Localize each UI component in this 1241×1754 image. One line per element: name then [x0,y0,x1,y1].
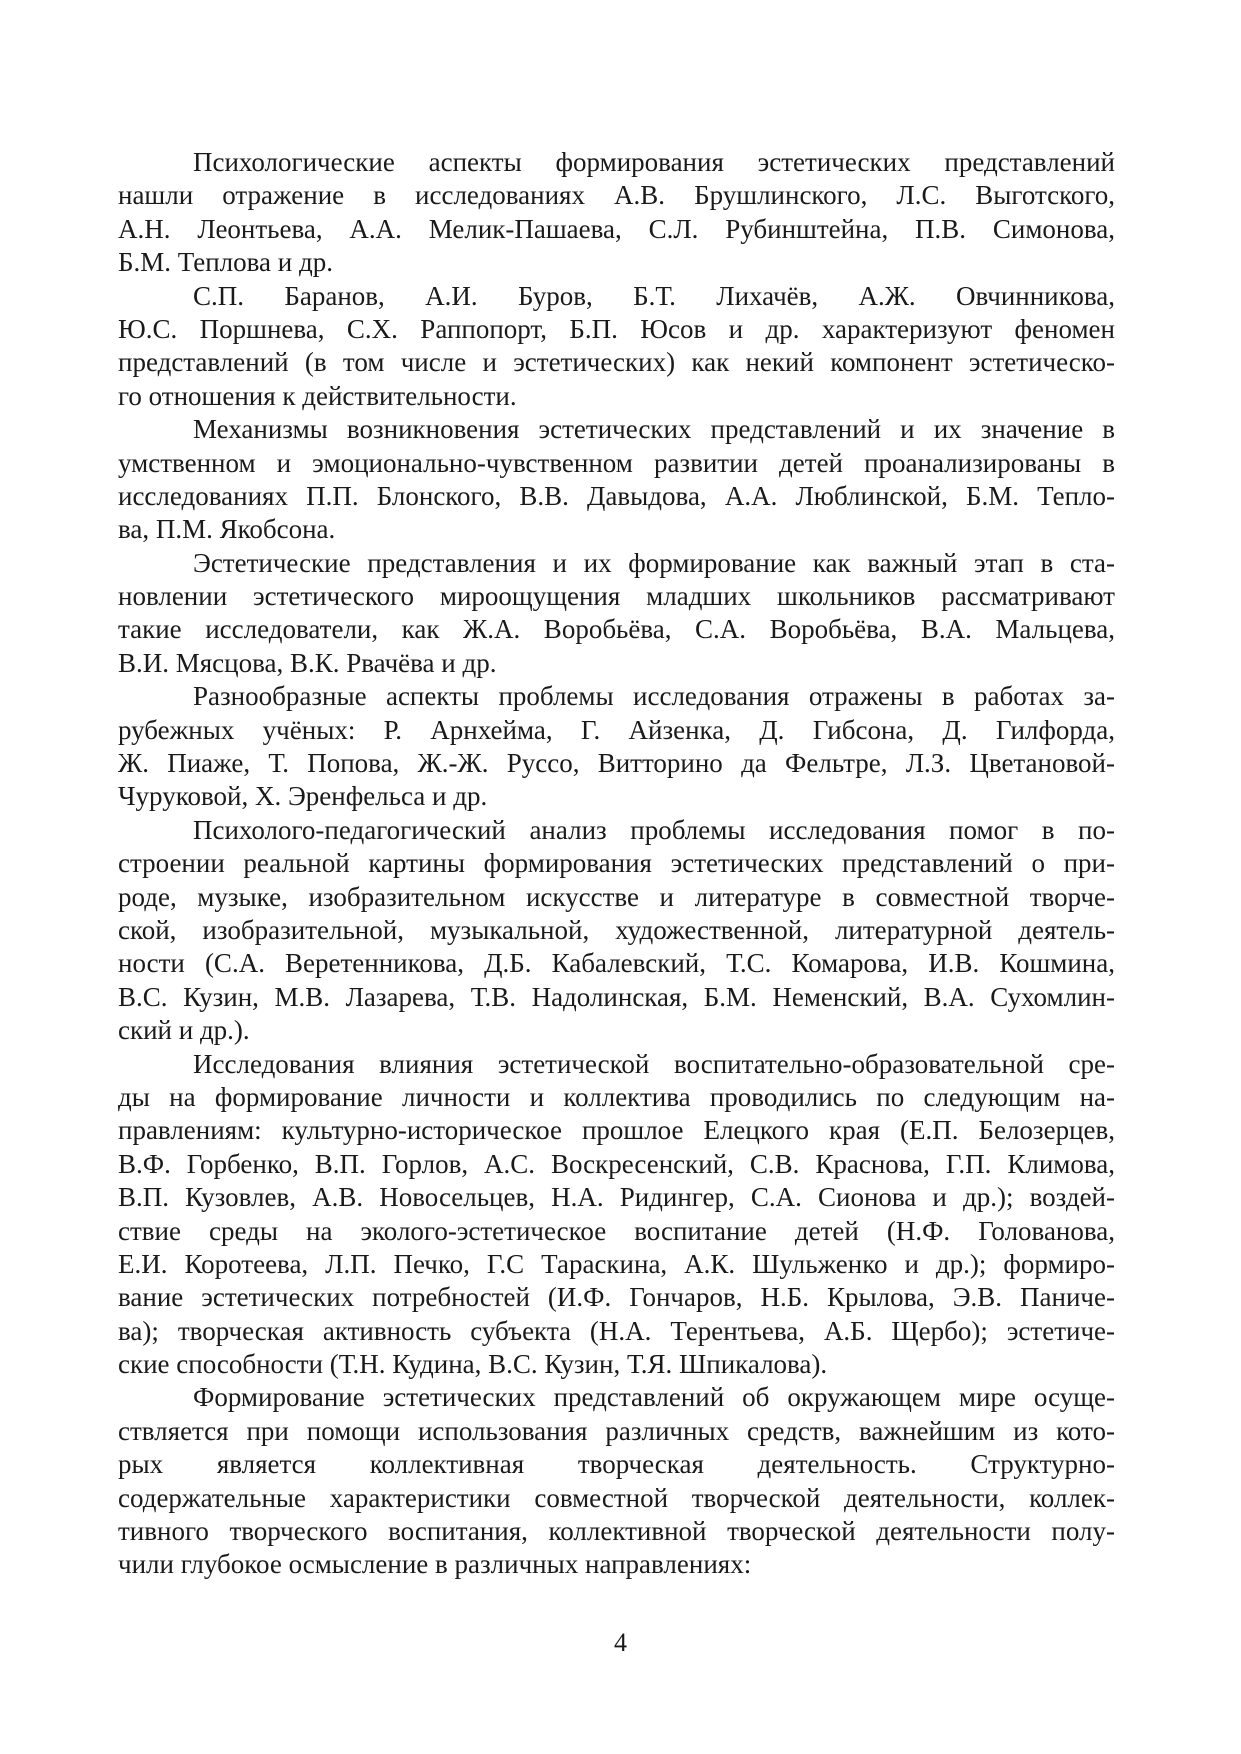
page-number: 4 [614,1628,627,1657]
paragraph-line: Механизмы возникновения эстетических представлений и их значение в [193,414,1115,445]
paragraph-line: Ж. Пиаже, Т. Попова, Ж.-Ж. Руссо, Витторино да Фельтре, Л.З. Цветановой- [118,748,1115,779]
paragraph-1 [118,146,1115,280]
paragraph-line: содержательные характеристики совместной творческой деятельности, коллек- [118,1482,1115,1513]
paragraph-line: В.И. Мясцова, В.К. Рвачёва и др. [118,647,497,678]
paragraph-line: Эстетические представления и их формирование как важный этап в ста- [193,547,1115,578]
paragraph-line: ствляется при помощи использования различных средств, важнейшим из кото- [118,1415,1115,1446]
paragraph-line: Б.М. Теплова и др. [118,247,333,278]
paragraph-2 [118,280,1115,414]
paragraph-line: ские способности (Т.Н. Кудина, В.С. Кузин, Т.Я. Шпикалова). [118,1349,828,1380]
paragraph-line: ский и др.). [118,1015,250,1046]
paragraph-4 [118,547,1115,681]
paragraph-line: ва); творческая активность субъекта (Н.А. Терентьева, А.Б. Щербо); эстетиче- [118,1315,1115,1346]
paragraph-line: ствие среды на эколого-эстетическое воспитание детей (Н.Ф. Голованова, [118,1215,1115,1246]
paragraph-line: рых является коллективная творческая деятельность. Структурно- [118,1449,1115,1480]
paragraph-line: Психологические аспекты формирования эстетических представлений [193,147,1115,177]
paragraph-line: го отношения к действительности. [118,380,517,411]
paragraph-line: Разнообразные аспекты проблемы исследования отражены в работах за- [193,681,1115,712]
paragraph-5 [118,680,1115,814]
paragraph-line: такие исследователи, как Ж.А. Воробьёва, С.А. Воробьёва, В.А. Мальцева, [118,614,1115,645]
paragraph-line: чили глубокое осмысление в различных направлениях: [118,1549,752,1580]
paragraph-line: В.С. Кузин, М.В. Лазарева, Т.В. Надолинская, Б.М. Неменский, В.А. Сухомлин- [118,981,1115,1012]
paragraph-line: вание эстетических потребностей (И.Ф. Гончаров, Н.Б. Крылова, Э.В. Паниче- [118,1282,1115,1313]
paragraph-6 [118,814,1115,1048]
paragraph-8 [118,1381,1115,1581]
paragraph-line: нашли отражение в исследованиях А.В. Брушлинского, Л.С. Выготского, [118,180,1115,211]
body-text [118,146,1115,1582]
paragraph-line: С.П. Баранов, А.И. Буров, Б.Т. Лихачёв, А.Ж. Овчинникова, [193,280,1115,311]
paragraph-line: ва, П.М. Якобсона. [118,514,336,545]
paragraph-line: ности (С.А. Веретенникова, Д.Б. Кабалевский, Т.С. Комарова, И.В. Кошмина, [118,948,1115,979]
paragraph-line: исследованиях П.П. Блонского, В.В. Давыдова, А.А. Люблинской, Б.М. Тепло- [118,480,1115,511]
paragraph-line: ской, изобразительной, музыкальной, художественной, литературной деятель- [118,914,1115,945]
paragraph-line: Формирование эстетических представлений об окружающем мире осуще- [193,1382,1115,1413]
paragraph-3 [118,413,1115,547]
paragraph-line: умственном и эмоционально-чувственном развитии детей проанализированы в [118,447,1115,478]
paragraph-line: Е.И. Коротеева, Л.П. Печко, Г.С Тараскина, А.К. Шульженко и др.); формиро- [118,1248,1115,1279]
paragraph-line: Психолого-педагогический анализ проблемы исследования помог в по- [193,814,1115,845]
paragraph-line: А.Н. Леонтьева, А.А. Мелик-Пашаева, С.Л. Рубинштейна, П.В. Симонова, [118,213,1115,244]
paragraph-line: новлении эстетического мироощущения младших школьников рассматривают [118,581,1115,612]
paragraph-line: роде, музыке, изобразительном искусстве и литературе в совместной творче- [118,881,1115,912]
paragraph-line: рубежных учёных: Р. Арнхейма, Г. Айзенка, Д. Гибсона, Д. Гилфорда, [118,714,1115,745]
paragraph-line: В.П. Кузовлев, А.В. Новосельцев, Н.А. Ридингер, С.А. Сионова и др.); воздей- [118,1182,1115,1213]
paragraph-7 [118,1048,1115,1382]
paragraph-line: представлений (в том числе и эстетических) как некий компонент эстетическо- [118,347,1115,378]
paragraph-line: Чуруковой, Х. Эренфельса и др. [118,781,488,812]
paragraph-line: строении реальной картины формирования эстетических представлений о при- [118,848,1115,879]
paragraph-line: ды на формирование личности и коллектива проводились по следующим на- [118,1081,1115,1112]
paragraph-line: Ю.С. Поршнева, С.Х. Раппопорт, Б.П. Юсов и др. характеризуют феномен [118,313,1115,344]
paragraph-line: Исследования влияния эстетической воспитательно-образовательной сре- [193,1048,1115,1079]
paragraph-line: тивного творческого воспитания, коллективной творческой деятельности полу- [118,1516,1115,1547]
paragraph-line: В.Ф. Горбенко, В.П. Горлов, А.С. Воскресенский, С.В. Краснова, Г.П. Климова, [118,1148,1115,1179]
paragraph-line: правлениям: культурно-историческое прошлое Елецкого края (Е.П. Белозерцев, [118,1115,1115,1146]
